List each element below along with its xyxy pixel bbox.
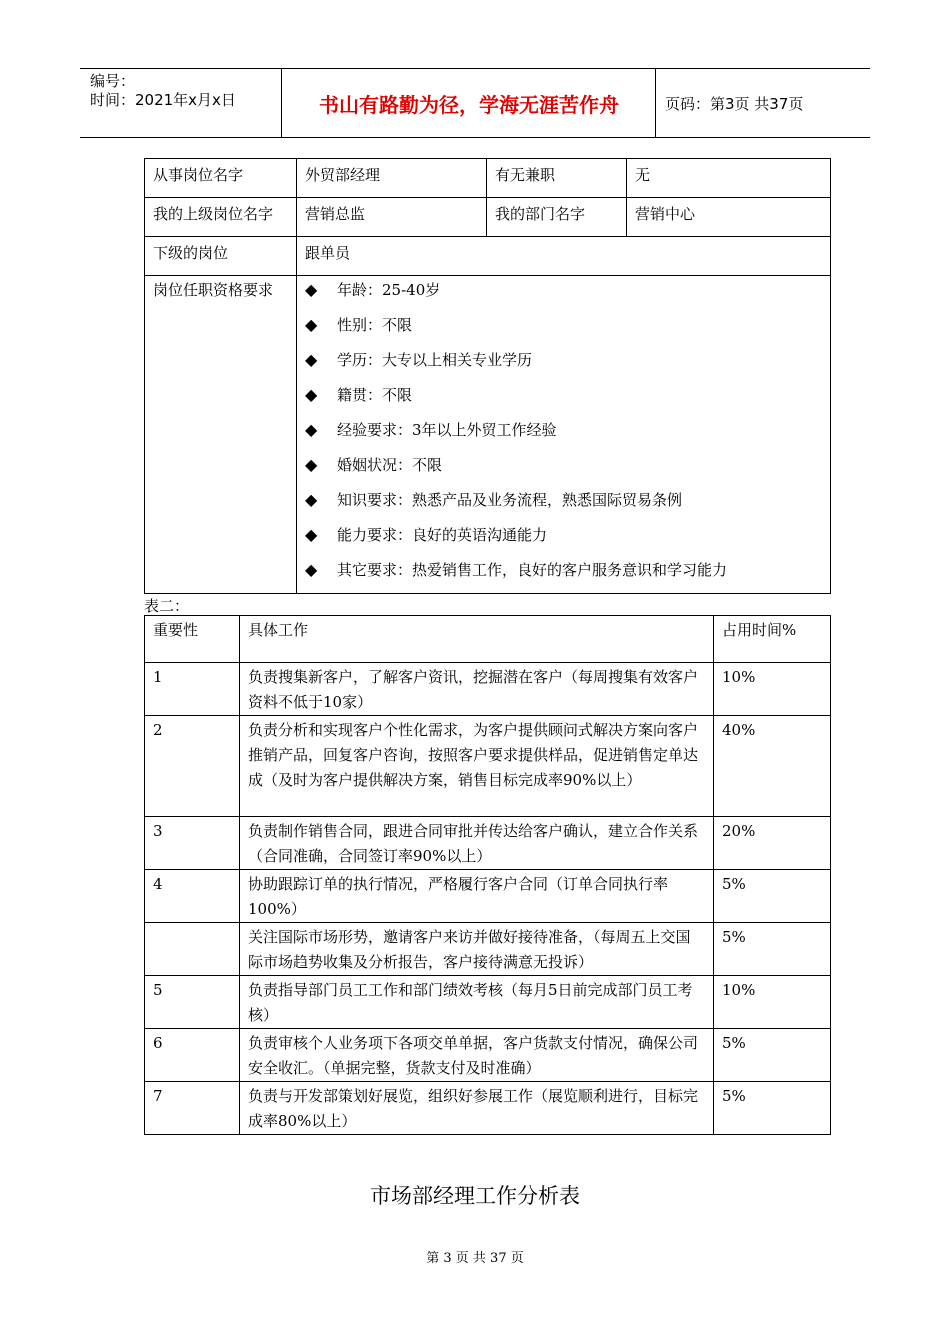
time-cell: 5% — [714, 1082, 831, 1135]
requirement-text: 经验要求：3年以上外贸工作经验 — [337, 421, 557, 439]
diamond-bullet-icon: ◆ — [305, 420, 318, 439]
requirement-item — [305, 453, 822, 488]
page-footer: 第 3 页 共 37 页 — [426, 1251, 524, 1266]
cell-value: 营销总监 — [297, 198, 487, 237]
table-row — [145, 237, 831, 276]
time-label: 时间：2021年x月x日 — [90, 91, 236, 109]
diamond-bullet-icon: ◆ — [305, 350, 318, 369]
work-cell: 关注国际市场形势，邀请客户来访并做好接待准备，（每周五上交国际市场趋势收集及分析报告，客户接待满意无投诉） — [240, 923, 714, 976]
table-row — [145, 976, 831, 1029]
importance-cell: 4 — [145, 870, 240, 923]
importance-cell: 1 — [145, 663, 240, 716]
requirement-item — [305, 348, 822, 383]
diamond-bullet-icon: ◆ — [305, 525, 318, 544]
importance-cell: 7 — [145, 1082, 240, 1135]
requirement-text: 婚姻状况：不限 — [337, 456, 443, 474]
cell-label: 下级的岗位 — [145, 237, 297, 276]
requirement-text: 性别：不限 — [337, 316, 413, 334]
diamond-bullet-icon: ◆ — [305, 560, 318, 579]
diamond-bullet-icon: ◆ — [305, 315, 318, 334]
duties-table — [144, 615, 831, 1135]
cell-label: 岗位任职资格要求 — [145, 276, 297, 594]
document-title: 市场部经理工作分析表 — [370, 1184, 580, 1208]
cell-value: 跟单员 — [297, 237, 831, 276]
requirements-list — [297, 276, 831, 594]
table-row — [145, 923, 831, 976]
diamond-bullet-icon: ◆ — [305, 455, 318, 474]
requirement-item — [305, 418, 822, 453]
work-cell: 负责制作销售合同，跟进合同审批并传达给客户确认，建立合作关系（合同准确，合同签订率90%以上） — [240, 817, 714, 870]
work-cell: 负责指导部门员工工作和部门绩效考核（每月5日前完成部门员工考核） — [240, 976, 714, 1029]
importance-cell: 5 — [145, 976, 240, 1029]
importance-cell: 6 — [145, 1029, 240, 1082]
time-cell: 5% — [714, 923, 831, 976]
time-cell: 10% — [714, 976, 831, 1029]
requirement-item — [305, 488, 822, 523]
importance-cell: 2 — [145, 716, 240, 817]
diamond-bullet-icon: ◆ — [305, 385, 318, 404]
table2-label: 表二： — [144, 597, 190, 615]
cell-label: 有无兼职 — [487, 159, 627, 198]
time-cell: 5% — [714, 1029, 831, 1082]
requirement-text: 籍贯：不限 — [337, 386, 413, 404]
time-cell: 40% — [714, 716, 831, 817]
requirement-item — [305, 313, 822, 348]
table-row — [145, 663, 831, 716]
requirement-item — [305, 383, 822, 418]
diamond-bullet-icon: ◆ — [305, 490, 318, 509]
position-info-table — [144, 158, 831, 594]
requirement-text: 其它要求：热爱销售工作，良好的客户服务意识和学习能力 — [337, 561, 728, 579]
importance-cell — [145, 923, 240, 976]
work-cell: 负责搜集新客户，了解客户资讯，挖掘潜在客户（每周搜集有效客户资料不低于10家） — [240, 663, 714, 716]
requirement-item — [305, 278, 822, 313]
work-cell: 负责与开发部策划好展览，组织好参展工作（展览顺利进行，目标完成率80%以上） — [240, 1082, 714, 1135]
table-row — [145, 198, 831, 237]
cell-label: 我的上级岗位名字 — [145, 198, 297, 237]
requirement-text: 知识要求：熟悉产品及业务流程，熟悉国际贸易条例 — [337, 491, 683, 509]
table-row — [145, 1029, 831, 1082]
requirement-text: 学历：大专以上相关专业学历 — [337, 351, 533, 369]
table-header-row — [145, 616, 831, 663]
work-cell: 负责分析和实现客户个性化需求，为客户提供顾问式解决方案向客户推销产品，回复客户咨询，按照客户要求提供样品，促进销售定单达成（及时为客户提供解决方案，销售目标完成率90%以上） — [240, 716, 714, 817]
diamond-bullet-icon: ◆ — [305, 280, 318, 299]
cell-value: 营销中心 — [627, 198, 831, 237]
column-header: 占用时间% — [714, 616, 831, 663]
work-cell: 负责审核个人业务项下各项交单单据，客户货款支付情况，确保公司安全收汇。（单据完整，货款支付及时准确） — [240, 1029, 714, 1082]
column-header: 具体工作 — [240, 616, 714, 663]
requirement-item — [305, 523, 822, 558]
cell-value: 外贸部经理 — [297, 159, 487, 198]
column-header: 重要性 — [145, 616, 240, 663]
table-row — [145, 159, 831, 198]
page-header — [80, 68, 870, 138]
importance-cell: 3 — [145, 817, 240, 870]
cell-label: 我的部门名字 — [487, 198, 627, 237]
cell-label: 从事岗位名字 — [145, 159, 297, 198]
requirement-text: 年龄：25-40岁 — [337, 281, 441, 299]
number-label: 编号： — [90, 72, 136, 90]
cell-value: 无 — [627, 159, 831, 198]
header-motto: 书山有路勤为径，学海无涯苦作舟 — [283, 69, 656, 137]
requirement-text: 能力要求：良好的英语沟通能力 — [337, 526, 548, 544]
time-cell: 5% — [714, 870, 831, 923]
time-cell: 10% — [714, 663, 831, 716]
table-row — [145, 1082, 831, 1135]
table-row — [145, 716, 831, 817]
work-cell: 协助跟踪订单的执行情况，严格履行客户合同（订单合同执行率100%） — [240, 870, 714, 923]
time-cell: 20% — [714, 817, 831, 870]
table-row — [145, 817, 831, 870]
header-meta — [80, 69, 282, 137]
header-page-info: 页码：第3页 共37页 — [665, 94, 804, 113]
table-row — [145, 870, 831, 923]
table-row — [145, 276, 831, 594]
requirement-item — [305, 558, 822, 593]
